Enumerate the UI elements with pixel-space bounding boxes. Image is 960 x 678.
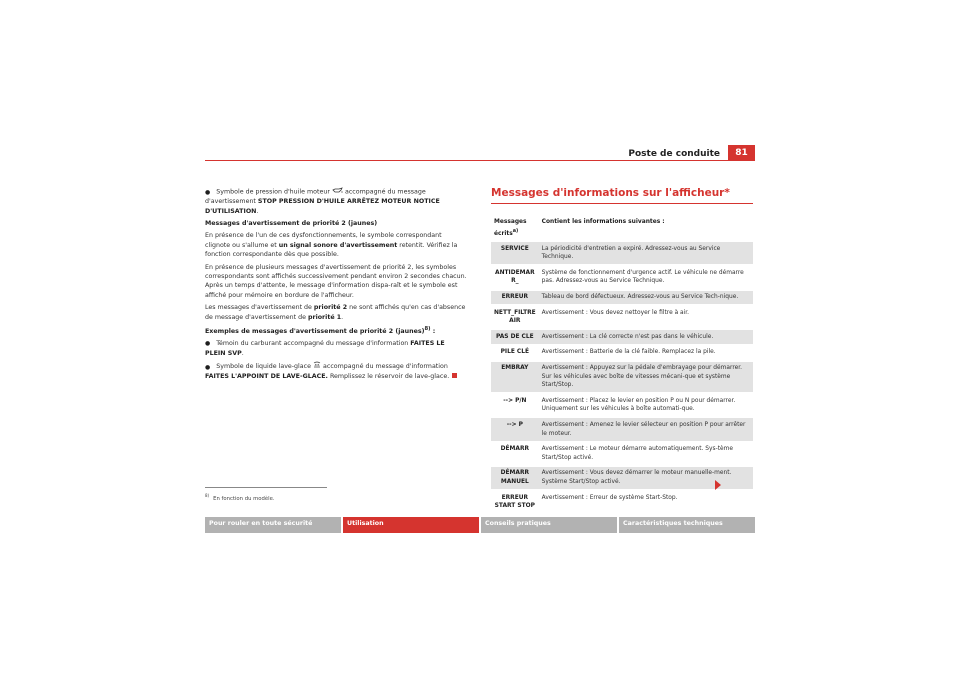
next-page-arrow-icon — [715, 480, 721, 490]
message-description: Avertissement : Vous devez nettoyer le filtre à air. — [541, 309, 690, 316]
table-row — [491, 266, 753, 288]
table-row — [491, 362, 753, 393]
table-row — [491, 306, 753, 328]
message-code: ERREUR START STOP — [494, 494, 535, 510]
bullet-oil-pressure: ● Symbole de pression d'huile moteur accompagné du message d'avertissement STOP PRESSION D'HUILE ARRÊTEZ MOTEUR NOTICE D'UTILISATION. — [205, 187, 467, 216]
page-number: 81 — [728, 145, 755, 161]
header-divider — [205, 160, 755, 161]
section-title-divider — [491, 203, 753, 204]
column-header-messages: Messages écrits$^{a)}$ — [494, 219, 527, 237]
message-description: Avertissement : Erreur de système Start-Stop. — [541, 494, 678, 501]
footnote: $^{8)}$En fonction du modèle. — [205, 493, 275, 502]
messages-table — [491, 214, 753, 515]
message-code: NETT_FILTRE AIR — [494, 309, 536, 325]
table-row — [491, 491, 753, 513]
chapter-navigation — [205, 517, 755, 533]
table-row — [491, 443, 753, 465]
nav-tab-practical-tips[interactable]: Conseils pratiques — [481, 517, 617, 533]
message-code: ERREUR — [491, 291, 539, 305]
message-code: PAS DE CLE — [491, 330, 539, 344]
column-header-info: Contient les informations suivantes : — [541, 219, 665, 225]
section-end-marker — [452, 373, 457, 378]
message-code: --> P/N — [503, 397, 527, 404]
left-column — [205, 187, 467, 384]
table-row — [491, 346, 753, 360]
message-code: ANTIDEMAR R_ — [495, 269, 535, 285]
paragraph-priority-2-intro: En présence de l'un de ces dysfonctionnements, le symbole correspondant clignote ou s'allume et un signal sonore d'avertissement retentit. Vérifiez la fonction correspondante dès que possible. — [205, 232, 458, 259]
subheading-examples: Exemples de messages d'avertissement de priorité 2 (jaunes)$^{8)}$ : — [205, 325, 436, 336]
nav-tab-technical-data[interactable]: Caractéristiques techniques — [619, 517, 755, 533]
table-header-row — [491, 216, 753, 240]
message-description: Avertissement : Amenez le levier sélecteur en position P pour arrêter le moteur. — [539, 418, 753, 440]
table-row — [491, 394, 753, 416]
table-row — [491, 242, 753, 264]
table-row — [491, 291, 753, 305]
bullet-fuel: ● Témoin du carburant accompagné du message d'information FAITES LE PLEIN SVP. — [205, 339, 467, 358]
nav-tab-operation[interactable]: Utilisation — [343, 517, 479, 533]
message-description: Avertissement : Placez le levier en position P ou N pour démarrer. Uniquement sur les véhicules à boîte automati-que. — [541, 397, 736, 413]
message-code: DÉMARR — [500, 446, 530, 453]
paragraph-multiple-messages: En présence de plusieurs messages d'avertissement de priorité 2, les symboles correspondants sont affichés successivement pendant environ 2 secondes chacun. Après un temps d'attente, le message d'information dispa-raît et le symbole est affiché pour mémoire en bordure de l'afficheur. — [205, 263, 467, 299]
messages-table-body — [491, 242, 753, 513]
table-row — [491, 467, 753, 489]
message-description: Avertissement : Le moteur démarre automatiquement. Sys-tème Start/Stop activé. — [541, 446, 734, 461]
footnote-divider — [205, 487, 327, 488]
oil-can-icon — [332, 187, 343, 196]
section-title: Messages d'informations sur l'afficheur* — [491, 187, 730, 199]
page-header-title: Poste de conduite — [628, 149, 720, 159]
message-description: Tableau de bord défectueux. Adressez-vous au Service Tech-nique. — [539, 291, 753, 305]
message-description: La périodicité d'entretien a expiré. Adressez-vous au Service Technique. — [539, 242, 753, 264]
washer-fluid-icon — [313, 361, 321, 371]
table-row — [491, 330, 753, 344]
table-row — [491, 418, 753, 440]
message-description: Avertissement : Vous devez démarrer le moteur manuelle-ment. Système Start/Stop activé. — [539, 467, 753, 489]
message-description: Avertissement : Appuyez sur la pédale d'embrayage pour démarrer. Sur les véhicules avec boîte de vitesses mécani-que et système Start/Stop. — [539, 362, 753, 393]
message-code: PILE CLÉ — [500, 349, 530, 356]
right-column — [491, 187, 753, 515]
nav-tab-safety[interactable]: Pour rouler en toute sécurité — [205, 517, 341, 533]
message-code: DÉMARR MANUEL — [491, 467, 539, 489]
subheading-priority-2: Messages d'avertissement de priorité 2 (jaunes) — [205, 219, 378, 227]
message-description: Système de fonctionnement d'urgence actif. Le véhicule ne démarre pas. Adressez-vous au Service Technique. — [541, 269, 744, 285]
message-code: --> P — [491, 418, 539, 440]
message-description: Avertissement : Batterie de la clé faible. Remplacez la pile. — [541, 349, 716, 356]
message-code: EMBRAY — [491, 362, 539, 393]
bullet-washer-fluid: ● Symbole de liquide lave-glace accompagné du message d'information FAITES L'APPOINT DE LAVE-GLACE. Remplissez le réservoir de lave-glace. — [205, 361, 467, 381]
message-description: Avertissement : La clé correcte n'est pas dans le véhicule. — [539, 330, 753, 344]
message-code: SERVICE — [491, 242, 539, 264]
paragraph-priority-order: Les messages d'avertissement de priorité 2 ne sont affichés qu'en cas d'absence de message d'avertissement de priorité 1. — [205, 304, 466, 321]
